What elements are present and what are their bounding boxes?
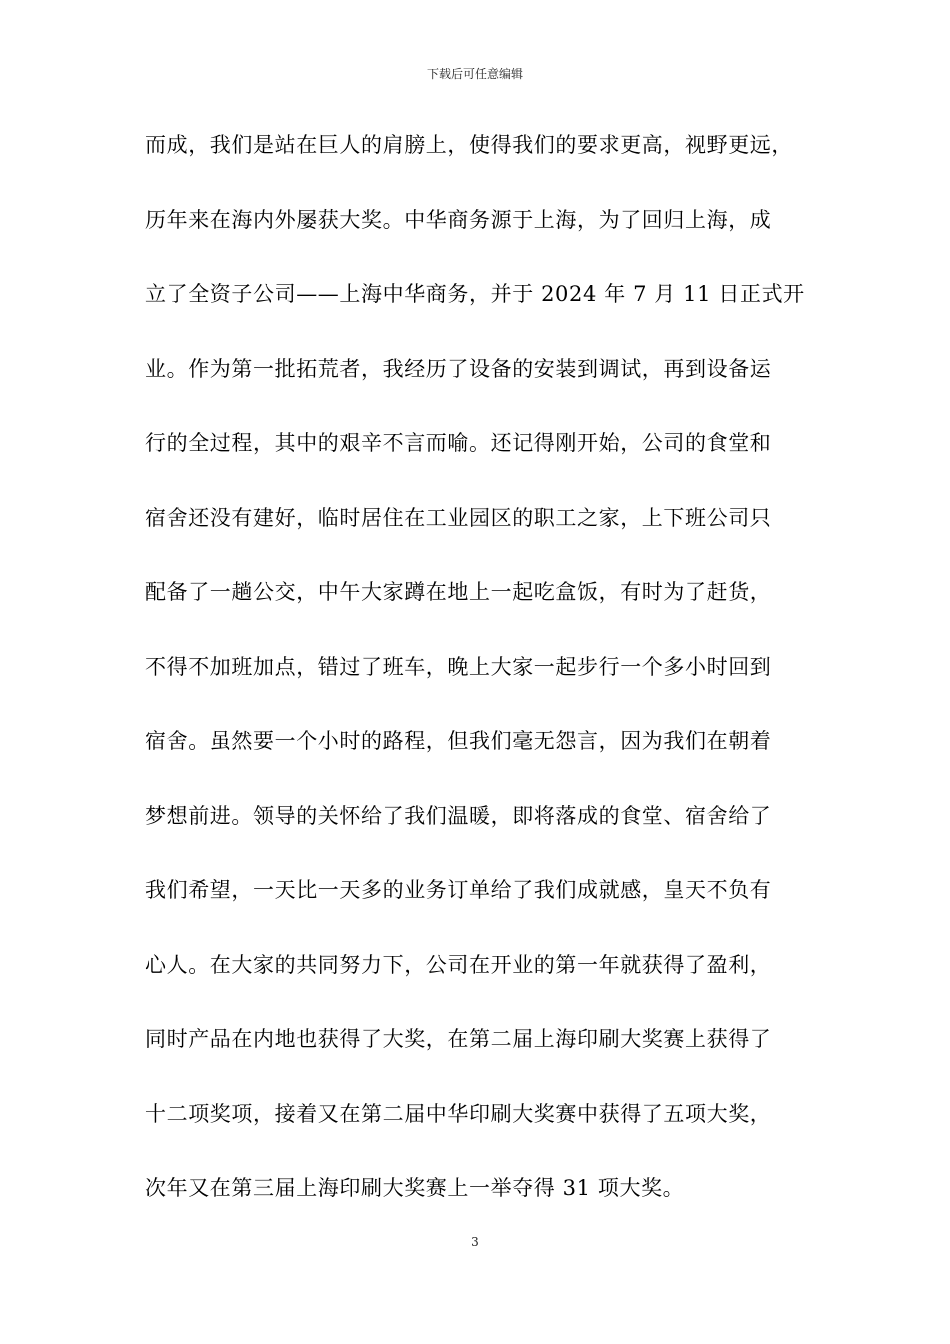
text-line: 行的全过程，其中的艰辛不言而喻。还记得刚开始，公司的食堂和 <box>145 431 772 455</box>
text-line: 同时产品在内地也获得了大奖，在第二届上海印刷大奖赛上获得了 <box>145 1027 772 1051</box>
text-line: 十二项奖项，接着又在第二届中华印刷大奖赛中获得了五项大奖， <box>145 1101 772 1126</box>
text-line: 梦想前进。领导的关怀给了我们温暖，即将落成的食堂、宿舍给了 <box>145 803 772 828</box>
text-line: 立了全资子公司——上海中华商务，并于 2024 年 7 月 11 日正式开 <box>145 282 805 306</box>
text-line: 心人。在大家的共同努力下，公司在开业的第一年就获得了盈利， <box>145 952 772 977</box>
text-line: 业。作为第一批拓荒者，我经历了设备的安装到调试，再到设备运 <box>145 356 772 381</box>
text-line: 宿舍还没有建好，临时居住在工业园区的职工之家，上下班公司只 <box>145 505 772 530</box>
text-line: 次年又在第三届上海印刷大奖赛上一举夺得 31 项大奖。 <box>145 1176 685 1200</box>
text-line: 不得不加班加点，错过了班车，晚上大家一起步行一个多小时回到 <box>145 654 772 679</box>
text-line: 而成，我们是站在巨人的肩膀上，使得我们的要求更高，视野更远， <box>145 133 793 157</box>
page-header: 下载后可任意编辑 <box>426 67 523 81</box>
text-line: 我们希望，一天比一天多的业务订单给了我们成就感，皇天不负有 <box>145 878 772 902</box>
text-line: 宿舍。虽然要一个小时的路程，但我们毫无怨言，因为我们在朝着 <box>145 729 772 753</box>
page-number: 3 <box>471 1235 479 1249</box>
body-paragraph <box>145 123 815 1241</box>
text-line: 历年来在海内外屡获大奖。中华商务源于上海，为了回归上海，成 <box>145 207 772 232</box>
text-line: 配备了一趟公交，中午大家蹲在地上一起吃盒饭，有时为了赶货， <box>145 580 772 604</box>
